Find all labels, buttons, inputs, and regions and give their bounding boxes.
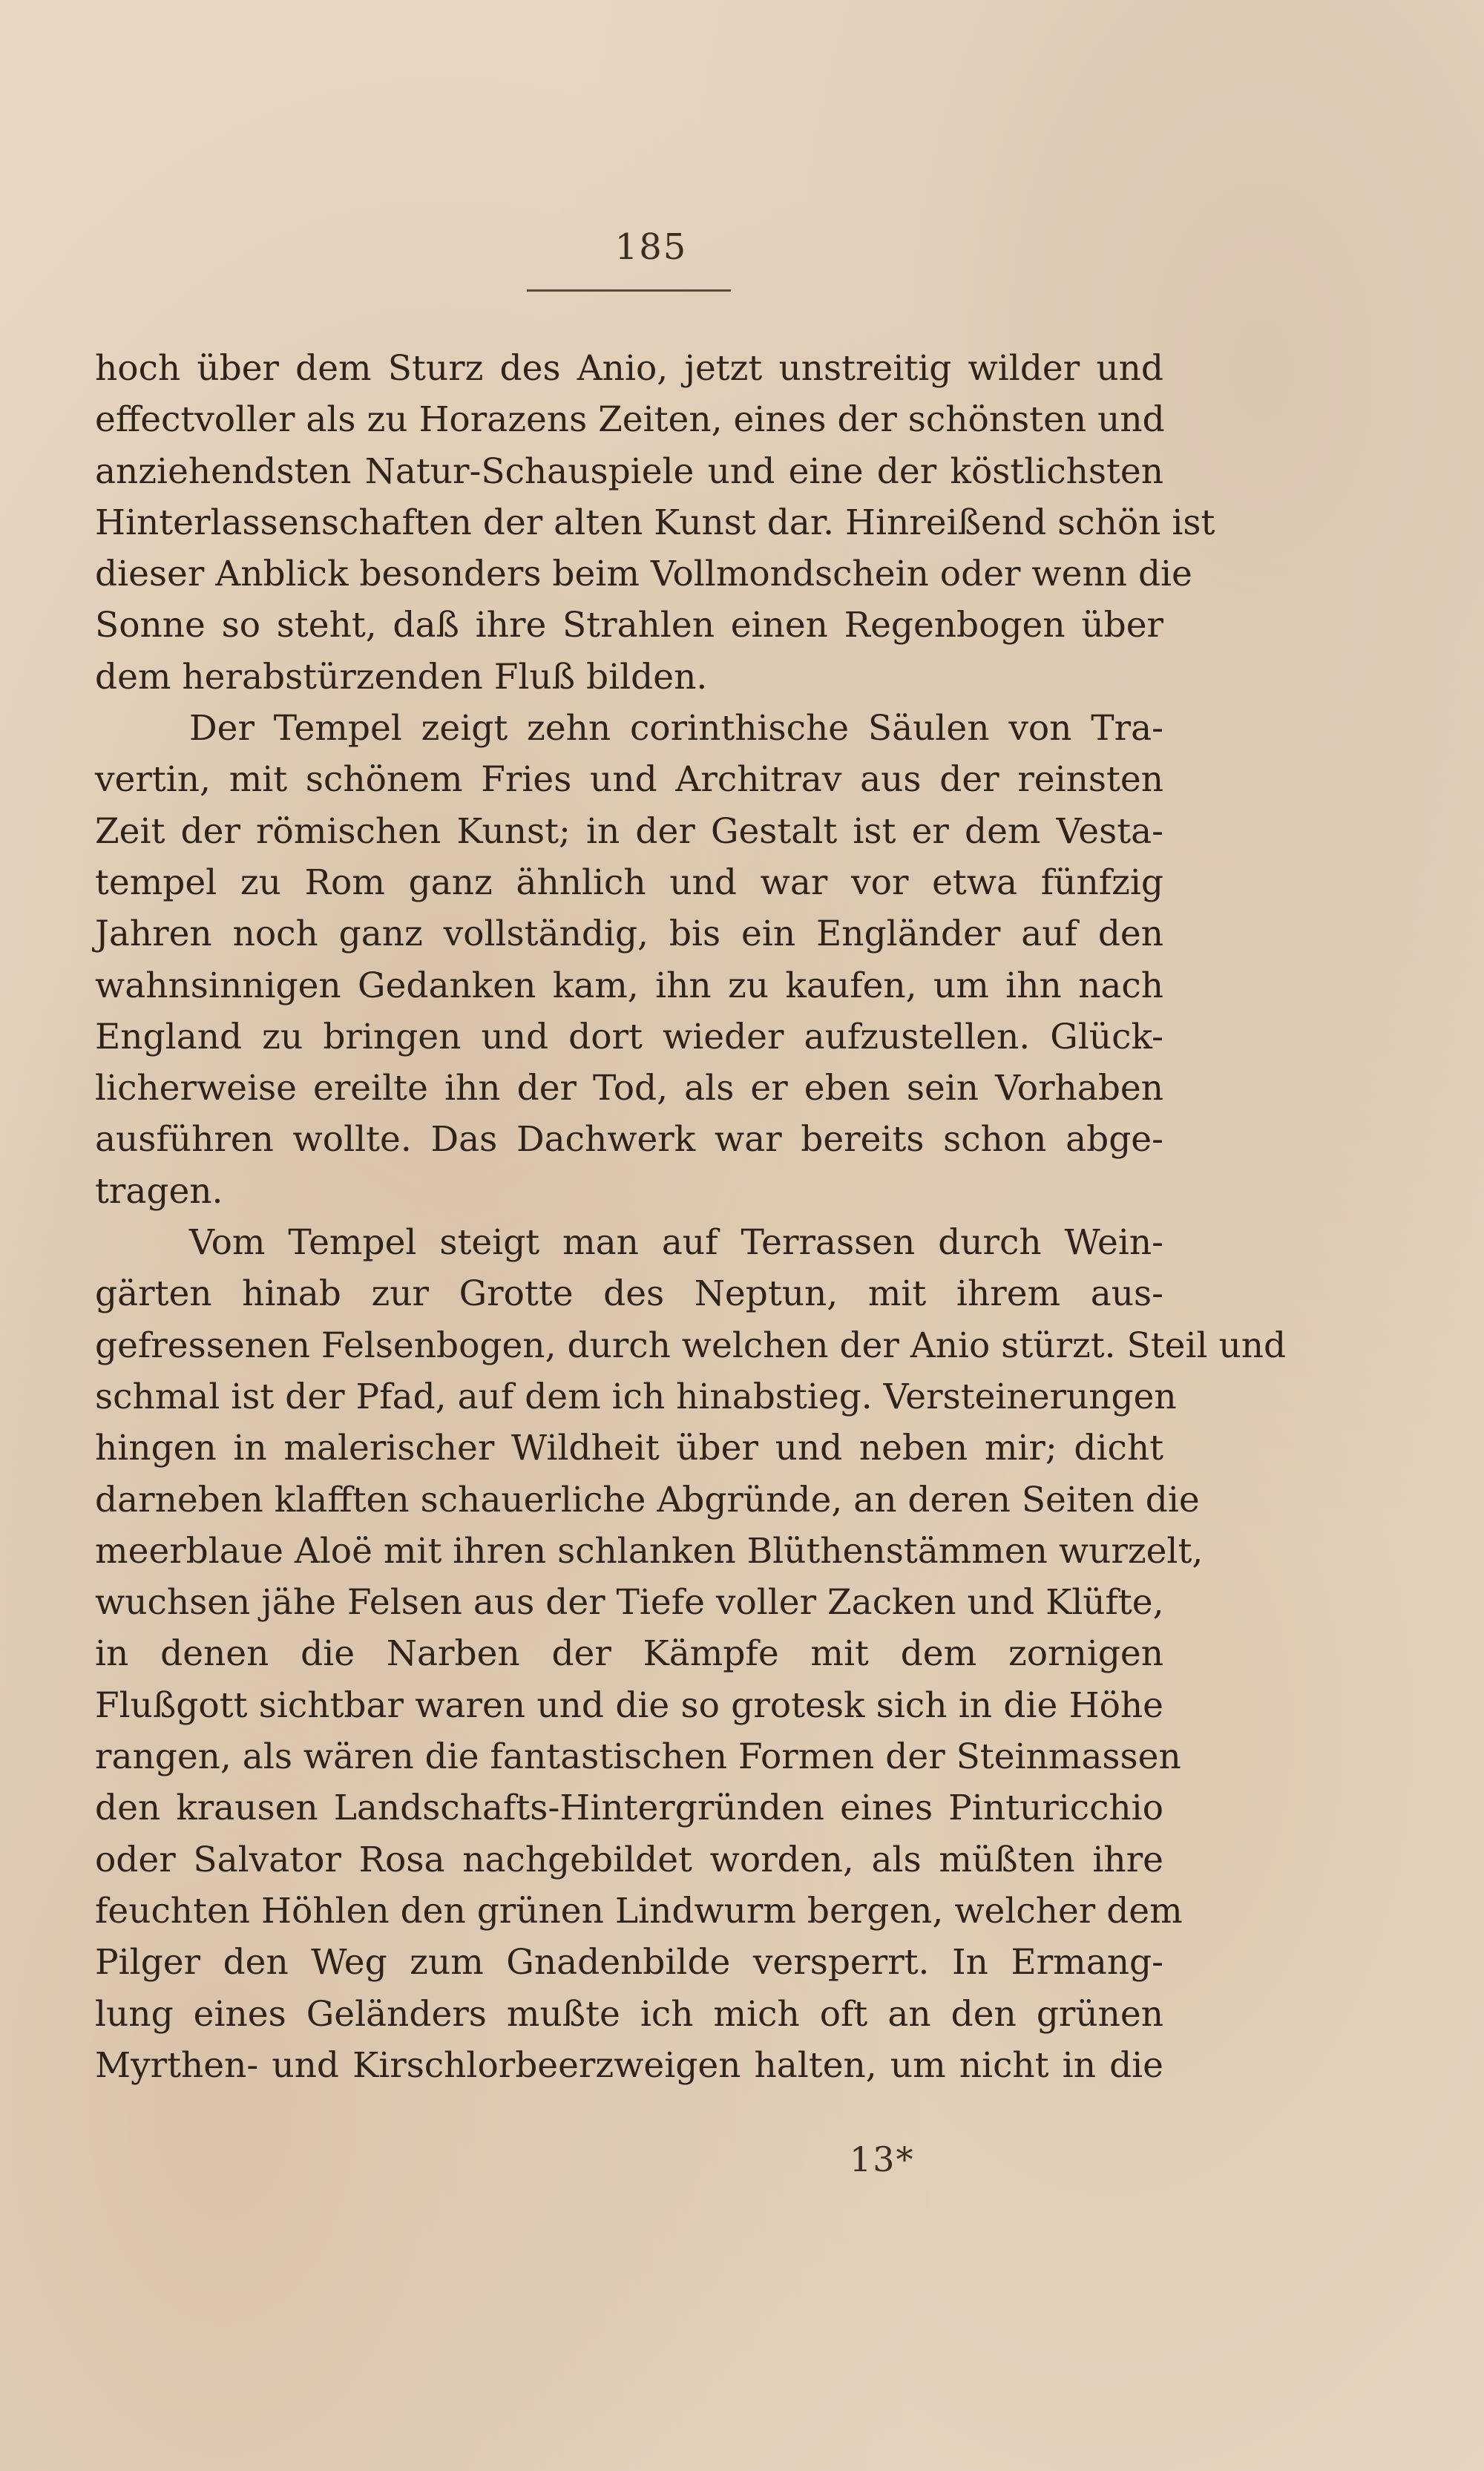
paragraph-start-line: Der Tempel zeigt zehn corinthische Säulen von Tra- (189, 708, 1163, 749)
text-line: hoch über dem Sturz des Anio, jetzt unstreitig wilder und (95, 348, 1163, 389)
text-line: ausführen wollte. Das Dachwerk war bereits schon abge- (95, 1119, 1163, 1161)
text-line: dieser Anblick besonders beim Vollmondschein oder wenn die (95, 554, 1192, 595)
text-line: gärten hinab zur Grotte des Neptun, mit ihrem aus- (95, 1273, 1163, 1315)
text-line: in denen die Narben der Kämpfe mit dem zornigen (95, 1633, 1163, 1675)
header-rule (527, 289, 731, 292)
text-line: Flußgott sichtbar waren und die so grotesk sich in die Höhe (95, 1684, 1163, 1726)
page-number: 185 (614, 226, 688, 268)
text-line: tragen. (95, 1170, 223, 1212)
text-line: tempel zu Rom ganz ähnlich und war vor etwa fünfzig (95, 862, 1163, 903)
text-line: Hinterlassenschaften der alten Kunst dar. Hinreißend schön ist (95, 502, 1215, 543)
text-line: England zu bringen und dort wieder aufzustellen. Glück- (95, 1016, 1163, 1057)
text-line: gefressenen Felsenbogen, durch welchen der Anio stürzt. Steil und (95, 1325, 1287, 1366)
text-line: effectvoller als zu Horazens Zeiten, eines der schönsten und (95, 399, 1165, 441)
text-line: Zeit der römischen Kunst; in der Gestalt ist er dem Vesta- (95, 810, 1163, 852)
text-line: meerblaue Aloë mit ihren schlanken Blüthenstämmen wurzelt, (95, 1530, 1204, 1572)
text-line: feuchten Höhlen den grünen Lindwurm bergen, welcher dem (95, 1890, 1183, 1932)
text-line: oder Salvator Rosa nachgebildet worden, als müßten ihre (95, 1839, 1163, 1880)
text-line: darneben klafften schauerliche Abgründe, an deren Seiten die (95, 1479, 1200, 1520)
signature-mark: 13* (850, 2139, 915, 2179)
text-line: schmal ist der Pfad, auf dem ich hinabstieg. Versteinerungen (95, 1376, 1177, 1417)
text-line: vertin, mit schönem Fries und Architrav aus der reinsten (95, 759, 1163, 801)
text-line: wahnsinnigen Gedanken kam, ihn zu kaufen, um ihn nach (95, 965, 1163, 1006)
text-line: lung eines Geländers mußte ich mich oft an den grünen (95, 1993, 1163, 2035)
text-line: anziehendsten Natur-Schauspiele und eine der köstlichsten (95, 450, 1163, 492)
text-line: Pilger den Weg zum Gnadenbilde versperrt. In Ermang- (95, 1942, 1163, 1983)
text-line: licherweise ereilte ihn der Tod, als er eben sein Vorhaben (95, 1068, 1163, 1109)
paragraph-start-line: Vom Tempel steigt man auf Terrassen durch Wein- (189, 1222, 1163, 1264)
text-line: Jahren noch ganz vollständig, bis ein Engländer auf den (95, 913, 1163, 955)
text-line: Sonne so steht, daß ihre Strahlen einen Regenbogen über (95, 605, 1163, 646)
text-line: hingen in malerischer Wildheit über und neben mir; dicht (95, 1428, 1163, 1469)
body-text (95, 343, 1287, 2091)
text-line: rangen, als wären die fantastischen Formen der Steinmassen (95, 1736, 1181, 1778)
text-line: Myrthen- und Kirschlorbeerzweigen halten, um nicht in die (95, 2044, 1163, 2086)
text-line: den krausen Landschafts-Hintergründen eines Pinturicchio (95, 1788, 1163, 1829)
text-line: wuchsen jähe Felsen aus der Tiefe voller Zacken und Klüfte, (95, 1582, 1164, 1624)
text-line: dem herabstürzenden Fluß bilden. (95, 656, 708, 698)
